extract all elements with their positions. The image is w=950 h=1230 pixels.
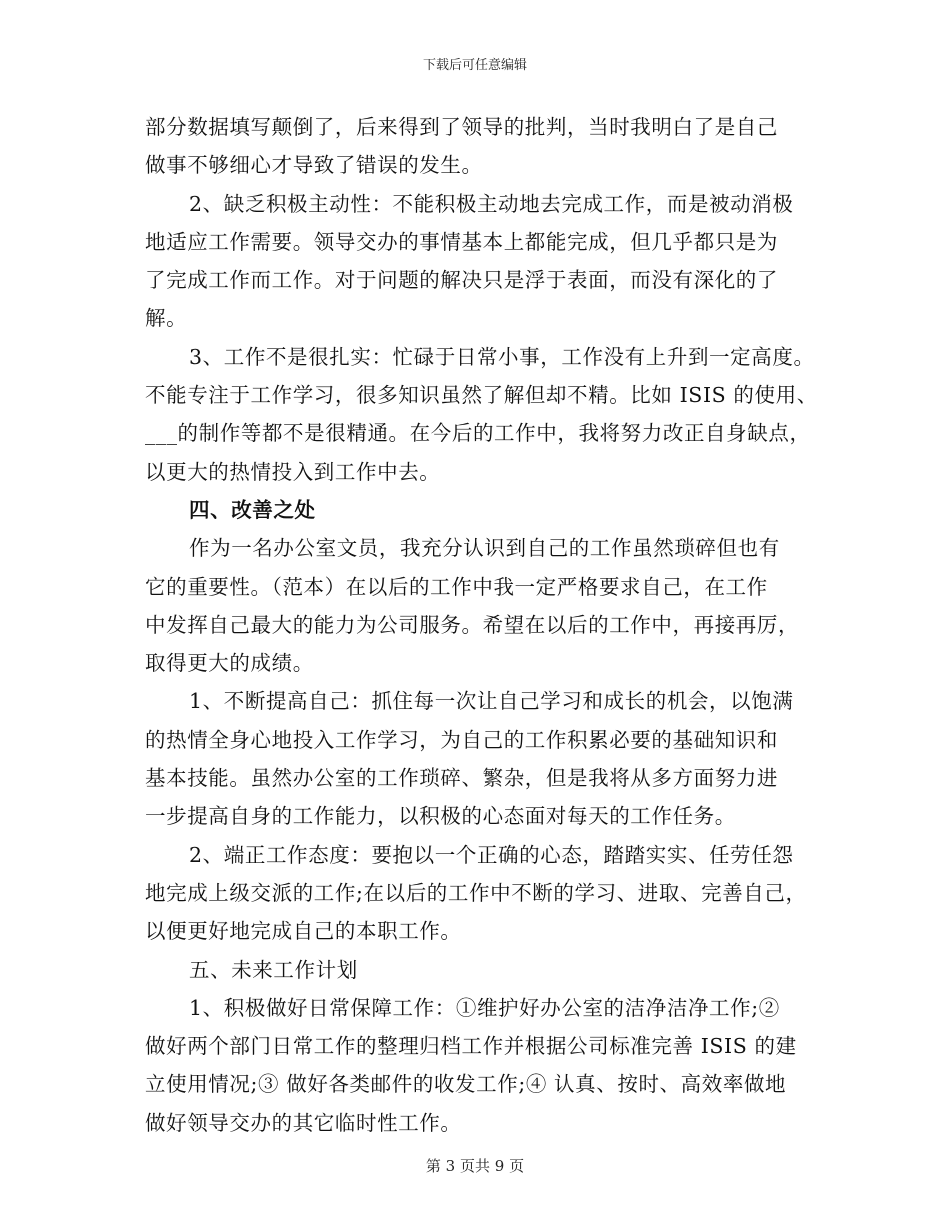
document-body [145, 108, 825, 1142]
text-line: 地完成上级交派的工作;在以后的工作中不断的学习、进取、完善自己， [145, 880, 807, 905]
paragraph-start: 1、不断提高自己：抓住每一次让自己学习和成长的机会，以饱满 [189, 689, 794, 714]
paragraph-start: 3、工作不是很扎实：忙碌于日常小事，工作没有上升到一定高度。 [189, 344, 815, 369]
text-line: 的热情全身心地投入工作学习，为自己的工作积累必要的基础知识和 [145, 727, 778, 752]
text-line: 不能专注于工作学习，很多知识虽然了解但却不精。比如 ISIS 的使用、 [145, 383, 818, 408]
text-line: 一步提高自身的工作能力，以积极的心态面对每天的工作任务。 [145, 804, 736, 829]
paragraph-start: 1、积极做好日常保障工作：①维护好办公室的洁净洁净工作;② [189, 995, 780, 1020]
text-line: 做好领导交办的其它临时性工作。 [145, 1110, 462, 1135]
section-heading: 四、改善之处 [189, 497, 316, 522]
text-line: ___的制作等都不是很精通。在今后的工作中，我将努力改正自身缺点， [145, 421, 811, 446]
text-line: 以更大的热情投入到工作中去。 [145, 459, 441, 484]
text-line: 中发挥自己最大的能力为公司服务。希望在以后的工作中，再接再厉， [145, 612, 800, 637]
paragraph-start: 2、缺乏积极主动性：不能积极主动地去完成工作，而是被动消极 [189, 191, 794, 216]
text-line: 做好两个部门日常工作的整理归档工作并根据公司标准完善 ISIS 的建 [145, 1034, 797, 1059]
text-line: 基本技能。虽然办公室的工作琐碎、繁杂，但是我将从多方面努力进 [145, 766, 778, 791]
section-heading: 五、未来工作计划 [189, 957, 358, 982]
text-line: 解。 [145, 306, 188, 331]
text-line: 地适应工作需要。领导交办的事情基本上都能完成，但几乎都只是为 [145, 229, 778, 254]
text-line: 了完成工作而工作。对于问题的解决只是浮于表面，而没有深化的了 [145, 268, 778, 293]
text-line: 取得更大的成绩。 [145, 651, 314, 676]
text-line: 立使用情况;③ 做好各类邮件的收发工作;④ 认真、按时、高效率做地 [145, 1072, 787, 1097]
text-line: 以便更好地完成自己的本职工作。 [145, 919, 462, 944]
paragraph-start: 2、端正工作态度：要抱以一个正确的心态，踏踏实实、任劳任怨 [189, 842, 794, 867]
text-line: 部分数据填写颠倒了，后来得到了领导的批判，当时我明白了是自己 [145, 115, 778, 139]
page-header: 下载后可任意编辑 [422, 58, 527, 73]
paragraph-start: 作为一名办公室文员，我充分认识到自己的工作虽然琐碎但也有 [189, 536, 780, 561]
text-line: 做事不够细心才导致了错误的发生。 [145, 153, 483, 178]
page-footer: 第 3 页共 9 页 [425, 1157, 525, 1175]
text-line: 它的重要性。（范本）在以后的工作中我一定严格要求自己，在工作 [145, 574, 768, 599]
